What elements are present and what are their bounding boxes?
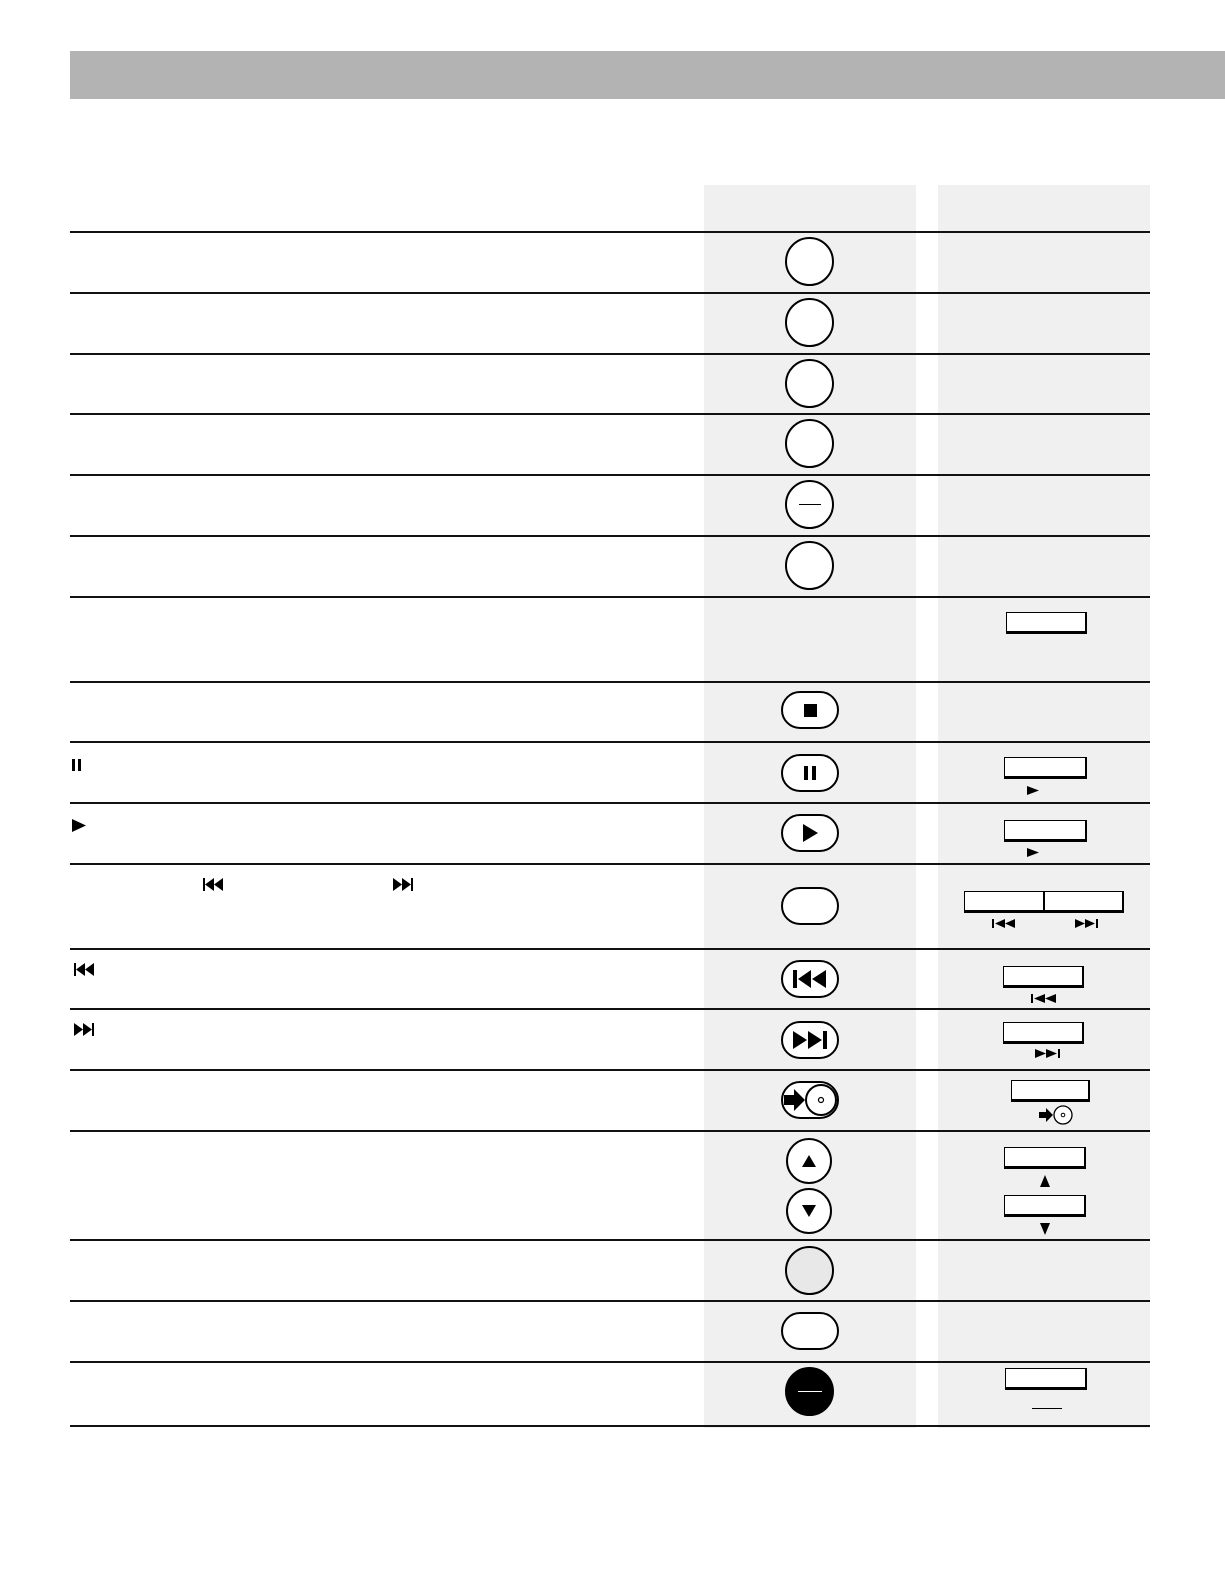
pause-icon <box>72 758 86 772</box>
panel-column-background <box>938 185 1150 1428</box>
skip-back-icon <box>992 919 1016 928</box>
table-rule <box>70 741 1150 743</box>
skip-forward-icon <box>74 1023 94 1037</box>
skip-forward-icon <box>793 1031 827 1049</box>
remote-button-3[interactable] <box>785 359 834 408</box>
panel-play-pause-button[interactable] <box>1004 757 1087 779</box>
skip-back-icon <box>74 963 94 977</box>
remote-play-button[interactable] <box>781 814 839 852</box>
panel-button[interactable] <box>1006 612 1087 634</box>
play-icon <box>72 818 86 832</box>
remote-skip-back-button[interactable] <box>781 960 839 998</box>
panel-down-button[interactable] <box>1004 1195 1086 1217</box>
table-rule <box>70 535 1150 537</box>
table-rule <box>70 948 1150 950</box>
table-rule <box>70 681 1150 683</box>
table-rule <box>70 231 1150 233</box>
play-icon <box>802 824 818 842</box>
remote-button-1[interactable] <box>785 237 834 286</box>
table-rule <box>70 863 1150 865</box>
table-rule <box>70 1361 1150 1363</box>
panel-skip-forward-button[interactable] <box>1003 1022 1084 1044</box>
panel-play-button[interactable] <box>1004 820 1087 842</box>
table-rule <box>70 1239 1150 1241</box>
skip-back-icon <box>1031 994 1057 1003</box>
remote-up-button[interactable] <box>786 1138 832 1184</box>
table-rule <box>70 802 1150 804</box>
disc-load-icon <box>1038 1104 1074 1126</box>
skip-back-icon <box>203 878 223 892</box>
table-rule <box>70 292 1150 294</box>
remote-button-2[interactable] <box>785 298 834 347</box>
remote-black-button[interactable] <box>785 1367 834 1416</box>
remote-skip-button[interactable] <box>781 887 839 925</box>
remote-pill-button[interactable] <box>781 1312 839 1350</box>
remote-pause-button[interactable] <box>781 754 839 792</box>
disc-load-icon <box>781 1082 837 1118</box>
remote-minus-button[interactable] <box>785 480 834 529</box>
skip-forward-icon <box>1035 1049 1061 1058</box>
remote-disc-load-button[interactable] <box>781 1081 839 1119</box>
skip-forward-icon <box>1075 919 1099 928</box>
up-arrow-icon <box>1040 1175 1050 1187</box>
skip-back-icon <box>793 970 827 988</box>
up-arrow-icon <box>802 1155 816 1167</box>
panel-skip-forward-button[interactable] <box>1044 891 1124 913</box>
remote-stop-button[interactable] <box>781 691 839 729</box>
remote-button-4[interactable] <box>785 419 834 468</box>
minus-icon <box>1032 1408 1062 1409</box>
minus-icon <box>799 504 821 505</box>
table-rule <box>70 413 1150 415</box>
minus-icon <box>798 1391 822 1392</box>
table-rule <box>70 596 1150 598</box>
pause-icon <box>804 766 816 780</box>
panel-skip-back-button[interactable] <box>1003 966 1084 988</box>
remote-down-button[interactable] <box>786 1188 832 1234</box>
table-rule <box>70 1069 1150 1071</box>
panel-up-button[interactable] <box>1004 1147 1086 1169</box>
stop-icon <box>804 704 817 717</box>
table-rule <box>70 1300 1150 1302</box>
panel-minus-button[interactable] <box>1005 1368 1087 1390</box>
table-rule <box>70 1130 1150 1132</box>
panel-skip-back-button[interactable] <box>964 891 1045 913</box>
remote-gray-button[interactable] <box>785 1246 834 1295</box>
table-rule <box>70 353 1150 355</box>
play-icon <box>1027 786 1039 795</box>
remote-button-6[interactable] <box>785 541 834 590</box>
panel-disc-load-button[interactable] <box>1011 1080 1090 1102</box>
down-arrow-icon <box>1040 1223 1050 1235</box>
top-header-bar <box>70 51 1225 99</box>
table-rule <box>70 1008 1150 1010</box>
play-icon <box>1027 848 1039 857</box>
remote-skip-forward-button[interactable] <box>781 1021 839 1059</box>
skip-forward-icon <box>393 878 413 892</box>
table-rule <box>70 474 1150 476</box>
down-arrow-icon <box>802 1205 816 1217</box>
table-rule <box>70 1425 1150 1427</box>
